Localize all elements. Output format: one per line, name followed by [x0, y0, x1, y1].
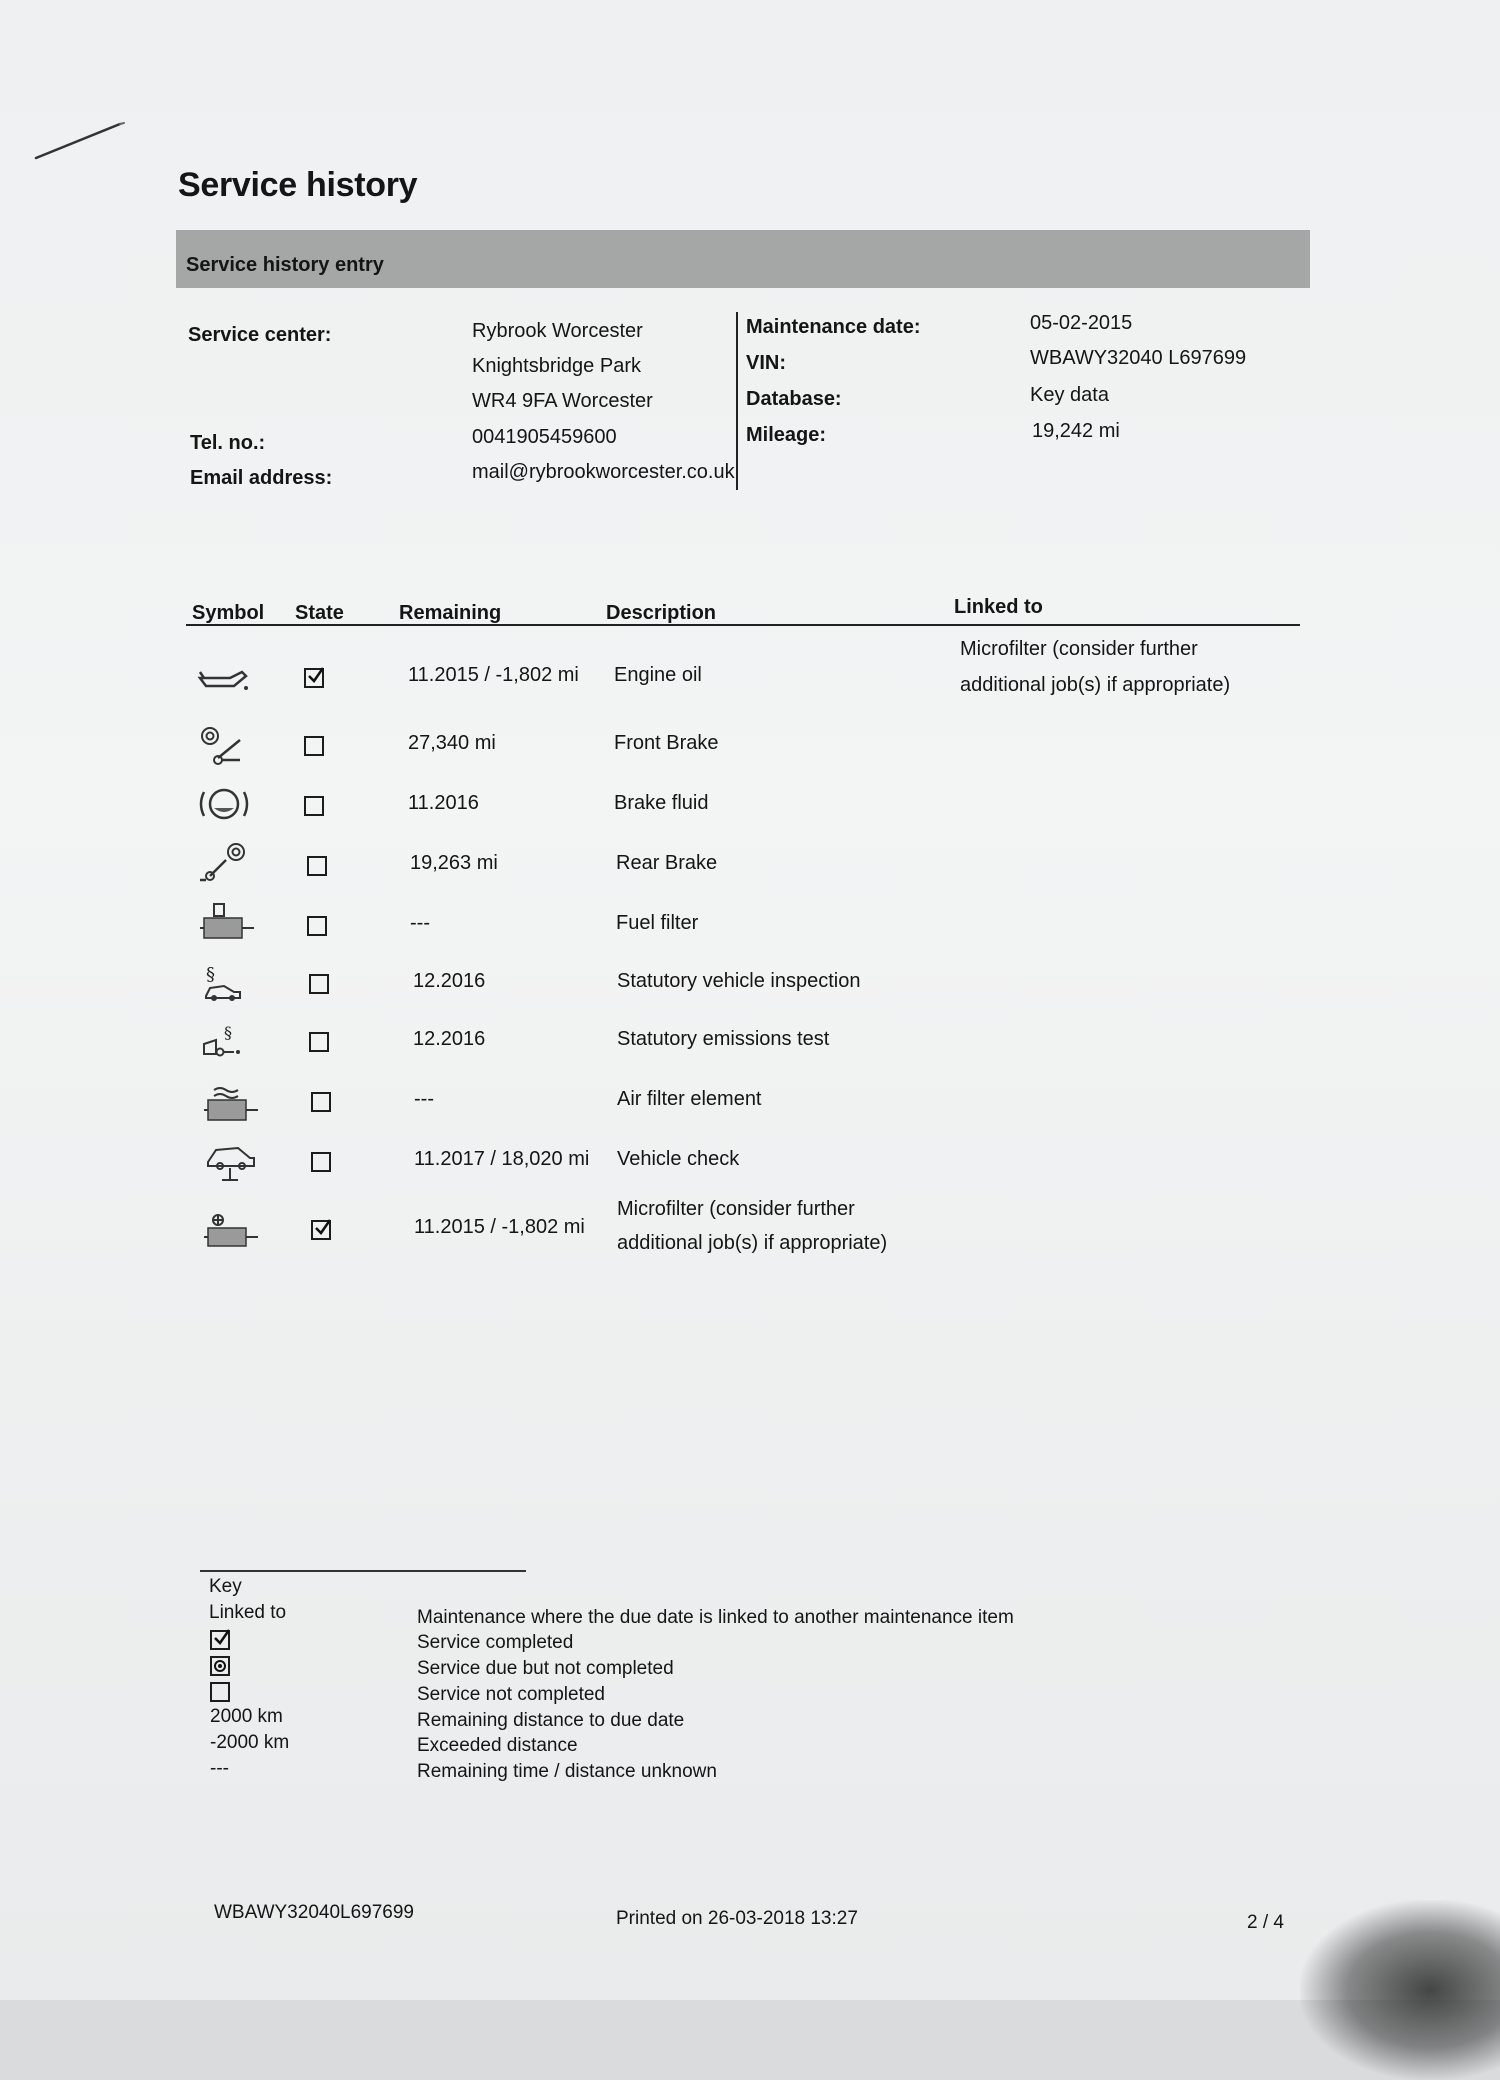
column-header-description: Description: [606, 602, 717, 624]
svg-text:§: §: [206, 964, 215, 985]
description-value: Brake fluid: [614, 792, 709, 814]
remaining-value: 12.2016: [413, 970, 486, 992]
state-not-completed-checkbox: [307, 916, 327, 936]
table-row: [0, 638, 1500, 704]
description-value: Engine oil: [614, 664, 702, 686]
description-value: Front Brake: [614, 732, 719, 754]
table-header-rule: [186, 624, 1300, 626]
front-brake-icon: [196, 726, 252, 770]
remaining-value: 27,340 mi: [408, 732, 496, 754]
description-value: Vehicle check: [617, 1148, 740, 1170]
key-unknown-desc: Remaining time / distance unknown: [417, 1761, 717, 1782]
remaining-value: 11.2015 / -1,802 mi: [414, 1216, 585, 1238]
linked-to-line-2: additional job(s) if appropriate): [960, 674, 1231, 696]
vin-label: VIN:: [746, 352, 786, 374]
state-not-completed-checkbox: [311, 1092, 331, 1112]
column-header-remaining: Remaining: [399, 602, 502, 624]
tel-label: Tel. no.:: [190, 432, 266, 454]
table-row: [0, 842, 1500, 892]
page-title: Service history: [178, 166, 418, 204]
service-center-label: Service center:: [188, 324, 332, 346]
key-exceeded-distance-desc: Exceeded distance: [417, 1735, 578, 1756]
engine-oil-icon: [196, 662, 252, 706]
maintenance-date-value: 05-02-2015: [1030, 312, 1133, 334]
remaining-value: 11.2015 / -1,802 mi: [408, 664, 579, 686]
section-title: Service history entry: [186, 254, 384, 276]
state-not-completed-checkbox: [309, 974, 329, 994]
table-row: [0, 902, 1500, 952]
key-not-completed-desc: Service not completed: [417, 1684, 605, 1705]
service-center-line-1: Rybrook Worcester: [472, 320, 643, 342]
remaining-value: 11.2017 / 18,020 mi: [414, 1148, 590, 1170]
vehicle-check-icon: [204, 1140, 260, 1184]
fuel-filter-icon: [200, 902, 256, 946]
key-due-not-completed-icon: [210, 1656, 230, 1676]
mileage-value: 19,242 mi: [1032, 420, 1120, 442]
footer-page-number: 2 / 4: [1247, 1912, 1284, 1933]
remaining-value: 19,263 mi: [410, 852, 498, 874]
description-value: Statutory emissions test: [617, 1028, 830, 1050]
linked-to-line-1: Microfilter (consider further: [960, 638, 1198, 660]
remaining-value: ---: [410, 912, 430, 934]
email-label: Email address:: [190, 467, 333, 489]
emissions-test-icon: [200, 1022, 256, 1066]
description-line-2: additional job(s) if appropriate): [617, 1232, 888, 1254]
service-center-line-3: WR4 9FA Worcester: [472, 390, 653, 412]
description-value: Fuel filter: [616, 912, 699, 934]
key-not-completed-checkbox-icon: [210, 1682, 230, 1702]
page-shadow: [1300, 1900, 1500, 2080]
footer-printed-on: Printed on 26-03-2018 13:27: [616, 1908, 858, 1929]
table-row: [0, 960, 1500, 1010]
key-linked-to-label: Linked to: [209, 1602, 287, 1623]
state-not-completed-checkbox: [309, 1032, 329, 1052]
column-header-state: State: [295, 602, 344, 624]
column-header-linked-to: Linked to: [954, 596, 1043, 618]
database-value: Key data: [1030, 384, 1109, 406]
info-divider: [736, 312, 738, 490]
tel-value: 0041905459600: [472, 426, 617, 448]
table-row: [0, 1198, 1500, 1256]
mileage-label: Mileage:: [746, 424, 827, 446]
maintenance-date-label: Maintenance date:: [746, 316, 921, 338]
remaining-value: 12.2016: [413, 1028, 486, 1050]
footer-vin: WBAWY32040L697699: [214, 1902, 414, 1923]
key-due-not-completed-desc: Service due but not completed: [417, 1658, 674, 1679]
table-row: [0, 722, 1500, 772]
state-not-completed-checkbox: [311, 1152, 331, 1172]
table-row: [0, 1018, 1500, 1068]
pen-mark-icon: [34, 118, 130, 162]
state-completed-checkbox: [304, 668, 324, 688]
description-value: Statutory vehicle inspection: [617, 970, 861, 992]
state-not-completed-checkbox: [307, 856, 327, 876]
brake-fluid-icon: [196, 782, 252, 826]
table-row: [0, 1138, 1500, 1188]
vehicle-inspection-icon: [200, 962, 256, 1006]
description-value: Rear Brake: [616, 852, 718, 874]
table-row: [0, 1078, 1500, 1128]
description-value: Air filter element: [617, 1088, 762, 1110]
key-completed-desc: Service completed: [417, 1632, 574, 1653]
key-title: Key: [209, 1576, 242, 1597]
air-filter-icon: [204, 1084, 260, 1128]
column-header-symbol: Symbol: [192, 602, 265, 624]
vin-value: WBAWY32040 L697699: [1030, 347, 1247, 369]
svg-text:§: §: [224, 1023, 232, 1042]
state-completed-checkbox: [311, 1220, 331, 1240]
key-rule: [200, 1570, 526, 1572]
section-header: [176, 230, 1310, 288]
key-remaining-distance-desc: Remaining distance to due date: [417, 1710, 685, 1731]
key-exceeded-distance-term: -2000 km: [210, 1732, 290, 1753]
rear-brake-icon: [196, 842, 252, 886]
service-center-line-2: Knightsbridge Park: [472, 355, 641, 377]
description-line-1: Microfilter (consider further: [617, 1198, 855, 1220]
state-not-completed-checkbox: [304, 796, 324, 816]
key-unknown-term: ---: [210, 1758, 229, 1779]
email-value: mail@rybrookworcester.co.uk: [472, 461, 735, 483]
key-completed-checkbox-icon: [210, 1630, 230, 1650]
table-row: [0, 782, 1500, 832]
key-remaining-distance-term: 2000 km: [210, 1706, 283, 1727]
key-linked-to-desc: Maintenance where the due date is linked to another maintenance item: [417, 1607, 1014, 1628]
remaining-value: 11.2016: [408, 792, 479, 814]
state-not-completed-checkbox: [304, 736, 324, 756]
remaining-value: ---: [414, 1088, 434, 1110]
database-label: Database:: [746, 388, 842, 410]
microfilter-icon: [204, 1210, 260, 1254]
